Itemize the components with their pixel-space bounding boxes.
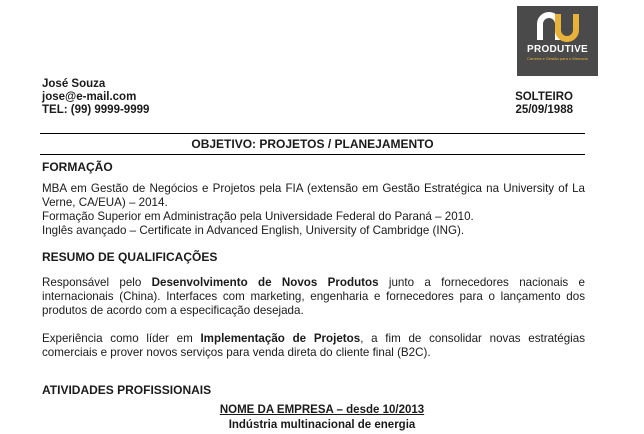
formacao-line: MBA em Gestão de Negócios e Projetos pela FIA (extensão em Gestão Estratégica na University of La Verne, CA/EUA) – 2014. <box>42 182 585 209</box>
personal-info <box>515 91 573 117</box>
section-title-resumo: RESUMO DE QUALIFICAÇÕES <box>42 250 218 264</box>
produtive-logo-icon <box>536 12 580 42</box>
company-description: Indústria multinacional de energia <box>228 419 416 431</box>
birth-date: 25/09/1988 <box>515 104 573 116</box>
objective-heading: OBJETIVO: PROJETOS / PLANEJAMENTO <box>40 133 585 155</box>
section-title-formacao: FORMAÇÃO <box>42 160 113 174</box>
formacao-line: Formação Superior em Administração pela Universidade Federal do Paraná – 2010. <box>42 210 474 223</box>
resumo-highlight: Implementação de Projetos <box>200 332 361 345</box>
logo-brand: PRODUTIVE <box>526 44 589 55</box>
company-name: NOME DA EMPRESA – desde 10/2013 <box>219 404 425 416</box>
resumo-paragraph-1 <box>42 276 585 318</box>
resumo-text: , a fim de consolidar novas estratégias comerciais e prover novos serviços para venda direta do cliente final (B2C). <box>42 332 585 359</box>
candidate-email: jose@e-mail.com <box>42 91 137 103</box>
contact-block <box>42 78 149 117</box>
logo-tagline: Carreira e Gestão para o Mercado <box>527 56 588 61</box>
resumo-paragraph-2 <box>42 332 585 360</box>
candidate-name: José Souza <box>42 78 106 90</box>
marital-status: SOLTEIRO <box>515 91 573 103</box>
resumo-text: Experiência como líder em <box>42 332 201 345</box>
resumo-highlight: Desenvolvimento de Novos Produtos <box>151 276 379 289</box>
section-title-atividades: ATIVIDADES PROFISSIONAIS <box>42 383 212 397</box>
resumo-text: Responsável pelo <box>42 276 152 289</box>
resumo-text: junto a fornecedores nacionais e internacionais (China). Interfaces com marketing, engenharia e fornecedores para o lançamento dos produtos de acordo com a especificação desejada. <box>42 276 585 317</box>
formacao-line: Inglês avançado – Certificate in Advanced English, University of Cambridge (ING). <box>42 224 465 237</box>
company-logo <box>517 6 598 76</box>
candidate-phone: TEL: (99) 9999-9999 <box>42 104 150 116</box>
